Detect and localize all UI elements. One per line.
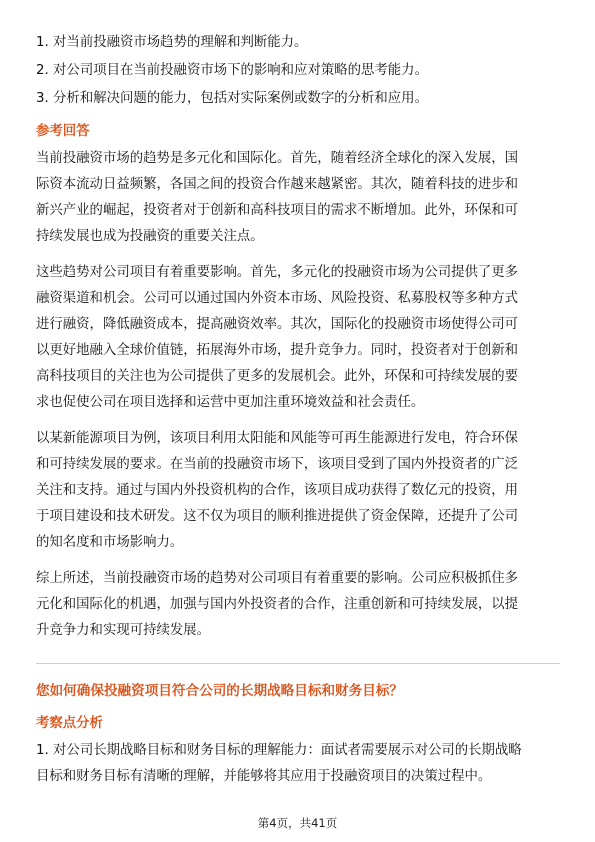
answer-line: 升竞争力和实现可持续发展。 [36,623,211,638]
answer-line: 求也促使公司在项目选择和运营中更加注重环境效益和社会责任。 [36,395,425,410]
analysis-line: 目标和财务目标有清晰的理解，并能够将其应用于投融资项目的决策过程中。 [36,769,492,784]
answer-line: 以某新能源项目为例，该项目利用太阳能和风能等可再生能源进行发电，符合环保 [36,431,519,446]
answer-line: 以更好地融入全球价值链，拓展海外市场，提升竞争力。同时，投资者对于创新和 [36,343,519,358]
evaluation-point-2: 2. 对公司项目在当前投融资市场下的影响和应对策略的思考能力。 [36,63,428,78]
answer-line: 新兴产业的崛起，投资者对于创新和高科技项目的需求不断增加。此外，环保和可 [36,203,519,218]
answer-line: 进行融资，降低融资成本，提高融资效率。其次，国际化的投融资市场使得公司可 [36,317,519,332]
page-number: 第4页，共41页 [257,816,338,830]
answer-line: 元化和国际化的机遇，加强与国内外投资者的合作，注重创新和可持续发展，以提 [36,597,519,612]
evaluation-point-1: 1. 对当前投融资市场趋势的理解和判断能力。 [36,35,308,50]
answer-line: 的知名度和市场影响力。 [36,535,184,550]
analysis-line: 1. 对公司长期战略目标和财务目标的理解能力：面试者需要展示对公司的长期战略 [36,743,522,758]
analysis-heading: 考察点分析 [36,716,103,731]
question-title: 您如何确保投融资项目符合公司的长期战略目标和财务目标？ [36,683,404,699]
answer-line: 持续发展也成为投融资的重要关注点。 [36,229,264,244]
evaluation-point-3: 3. 分析和解决问题的能力，包括对实际案例或数字的分析和应用。 [36,91,428,106]
answer-line: 高科技项目的关注也为公司提供了更多的发展机会。此外，环保和可持续发展的要 [36,369,519,384]
answer-heading: 参考回答 [36,124,90,139]
answer-line: 际资本流动日益频繁，各国之间的投资合作越来越紧密。其次，随着科技的进步和 [36,177,519,192]
answer-line: 于项目建设和技术研发。这不仅为项目的顺利推进提供了资金保障，还提升了公司 [36,509,519,524]
answer-line: 融资渠道和机会。公司可以通过国内外资本市场、风险投资、私募股权等多种方式 [36,291,519,306]
answer-line: 当前投融资市场的趋势是多元化和国际化。首先，随着经济全球化的深入发展，国 [36,151,519,166]
answer-line: 和可持续发展的要求。在当前的投融资市场下，该项目受到了国内外投资者的广泛 [36,457,519,472]
answer-line: 综上所述，当前投融资市场的趋势对公司项目有着重要的影响。公司应积极抓住多 [36,571,519,586]
answer-line: 关注和支持。通过与国内外投资机构的合作，该项目成功获得了数亿元的投资，用 [36,483,519,498]
answer-line: 这些趋势对公司项目有着重要影响。首先，多元化的投融资市场为公司提供了更多 [36,265,519,280]
section-divider [36,663,560,664]
